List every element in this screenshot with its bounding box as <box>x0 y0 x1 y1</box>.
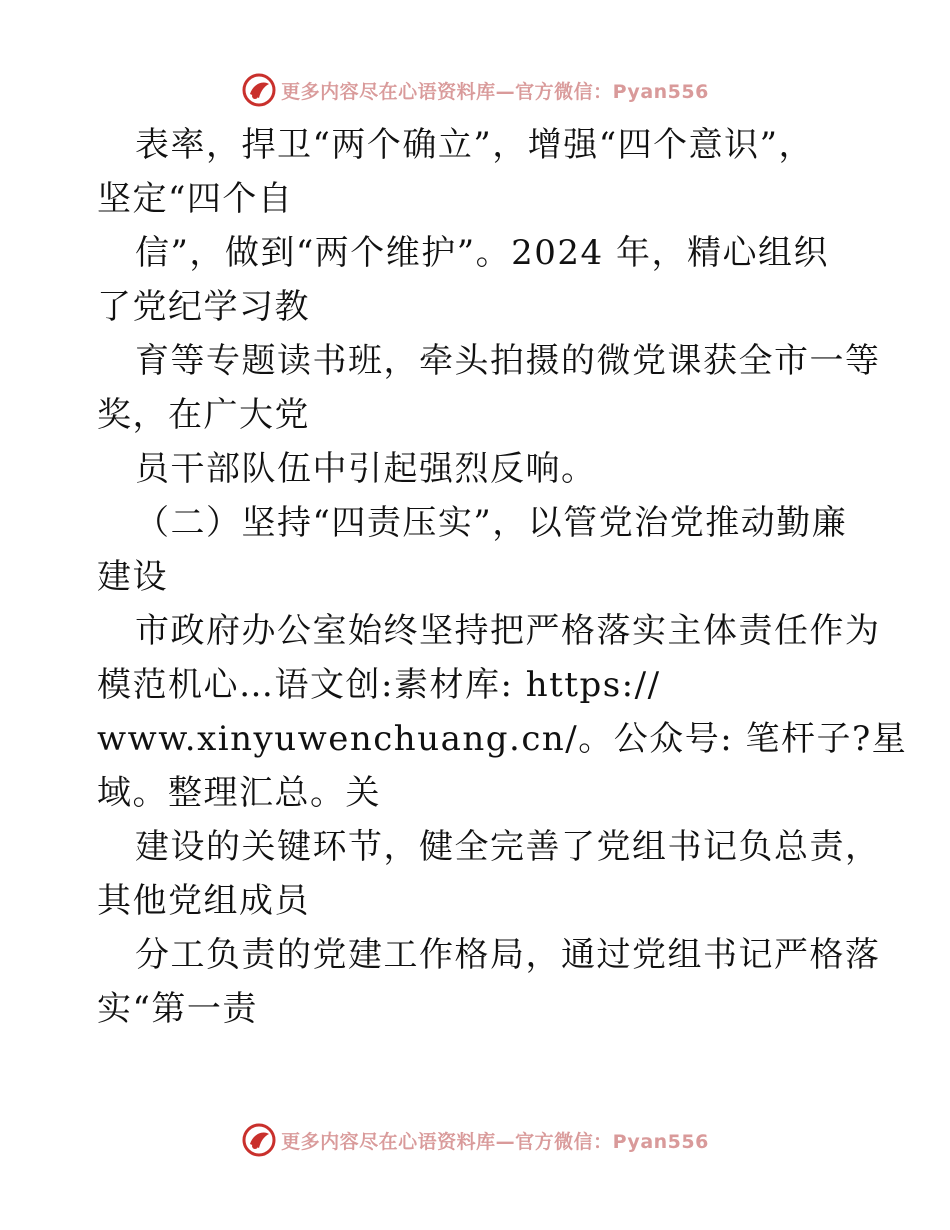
text-line: 其他党组成员 <box>97 881 310 921</box>
red-seal-logo-icon <box>241 72 277 108</box>
header-banner-text: 更多内容尽在心语资料库—官方微信：Pyan556 <box>281 80 709 103</box>
text-line: 实“第一责 <box>97 989 258 1029</box>
footer-banner-text: 更多内容尽在心语资料库—官方微信：Pyan556 <box>281 1130 709 1153</box>
text-line: 模范机心…语文创:素材库: https:// <box>97 665 661 705</box>
text-line: 域。整理汇总。关 <box>97 773 381 813</box>
red-seal-logo-icon <box>241 1122 277 1158</box>
document-body <box>97 118 908 1036</box>
text-line: 员干部队伍中引起强烈反响。 <box>135 449 597 489</box>
header-banner <box>0 68 950 112</box>
text-line: 建设的关键环节，健全完善了党组书记负总责， <box>135 827 881 867</box>
text-line: （二）坚持“四责压实”，以管党治党推动勤廉 <box>135 503 848 543</box>
text-line: www.xinyuwenchuang.cn/。公众号: 笔杆子?星 <box>97 719 908 759</box>
text-line: 坚定“四个自 <box>97 179 294 219</box>
text-line: 分工负责的党建工作格局，通过党组书记严格落 <box>135 935 881 975</box>
text-line: 建设 <box>97 557 168 597</box>
text-line: 了党纪学习教 <box>97 287 310 327</box>
text-line: 市政府办公室始终坚持把严格落实主体责任作为 <box>135 611 881 651</box>
footer-banner <box>0 1118 950 1162</box>
text-line: 奖，在广大党 <box>97 395 310 435</box>
text-line: 表率，捍卫“两个确立”，增强“四个意识”， <box>135 125 815 165</box>
text-line: 育等专题读书班，牵头拍摄的微党课获全市一等 <box>135 341 881 381</box>
text-line: 信”，做到“两个维护”。2024 年，精心组织 <box>135 233 829 273</box>
